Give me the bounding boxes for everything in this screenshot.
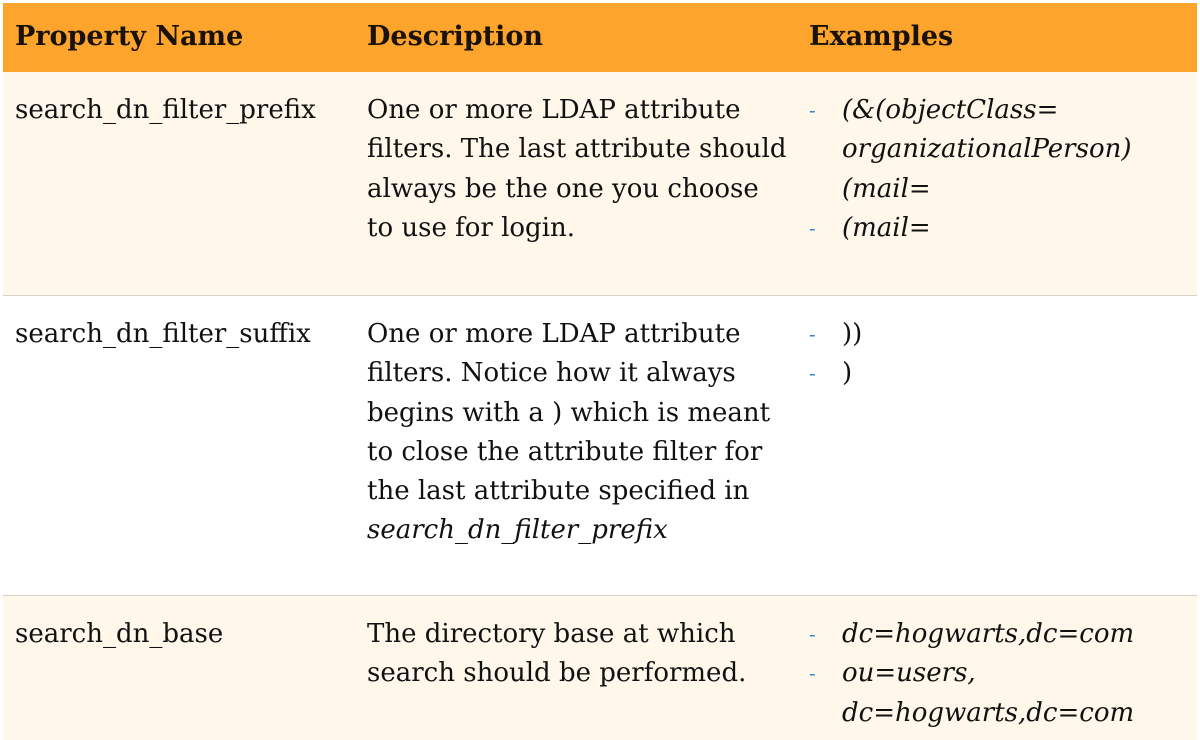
bullet-dash-icon: -: [809, 661, 816, 686]
table-row: [3, 72, 1197, 296]
example-line: )): [842, 319, 863, 349]
table-header-row: [3, 3, 1197, 72]
examples-cell: [809, 91, 1195, 248]
description-line: always be the one you choose: [367, 173, 759, 204]
example-item: [809, 615, 1195, 654]
examples-cell: [809, 315, 1195, 394]
example-line: ): [842, 358, 853, 389]
bullet-dash-icon: -: [809, 215, 816, 240]
description-line: filters. The last attribute should: [367, 134, 787, 165]
example-item: [809, 315, 1195, 354]
table-row: [3, 596, 1197, 740]
header-examples: Examples: [809, 21, 954, 52]
description-line: The directory base at which: [367, 619, 736, 649]
description-line: search should be performed.: [367, 658, 747, 689]
example-line: organizationalPerson): [842, 134, 1132, 165]
example-line: ou=users,: [842, 658, 976, 689]
description-cell: [367, 615, 797, 694]
example-line: dc=hogwarts,dc=com: [842, 619, 1135, 649]
examples-list: [809, 615, 1195, 733]
description-cell: [367, 91, 797, 248]
property-name-cell: search_dn_filter_prefix: [15, 95, 316, 125]
description-line: to use for login.: [367, 212, 576, 243]
example-line: dc=hogwarts,dc=com: [842, 697, 1135, 728]
description-line: to close the attribute filter for: [367, 436, 763, 467]
properties-table: [3, 3, 1197, 740]
property-name-cell: search_dn_base: [15, 619, 224, 649]
description-line: the last attribute specified in: [367, 476, 750, 507]
example-item: [809, 354, 1195, 393]
description-line: begins with a ) which is meant: [367, 397, 771, 428]
header-property-name: Property Name: [15, 21, 244, 52]
bullet-dash-icon: -: [809, 361, 816, 386]
description-code-reference: search_dn_filter_prefix: [367, 515, 668, 546]
example-item: [809, 654, 1195, 733]
examples-list: [809, 315, 1195, 394]
example-item: [809, 209, 1195, 248]
bullet-dash-icon: -: [809, 98, 816, 122]
table-row: [3, 296, 1197, 596]
property-name-cell: search_dn_filter_suffix: [15, 319, 311, 349]
example-item: [809, 91, 1195, 209]
example-line: (mail=: [842, 173, 931, 204]
example-line: (&(objectClass=: [842, 95, 1059, 125]
description-line: One or more LDAP attribute: [367, 319, 741, 349]
description-line: One or more LDAP attribute: [367, 95, 741, 125]
description-line: filters. Notice how it always: [367, 358, 736, 389]
header-description: Description: [367, 21, 543, 52]
description-cell: [367, 315, 797, 551]
bullet-dash-icon: -: [809, 322, 816, 346]
example-line: (mail=: [842, 212, 931, 243]
bullet-dash-icon: -: [809, 622, 816, 646]
examples-cell: [809, 615, 1195, 733]
examples-list: [809, 91, 1195, 248]
